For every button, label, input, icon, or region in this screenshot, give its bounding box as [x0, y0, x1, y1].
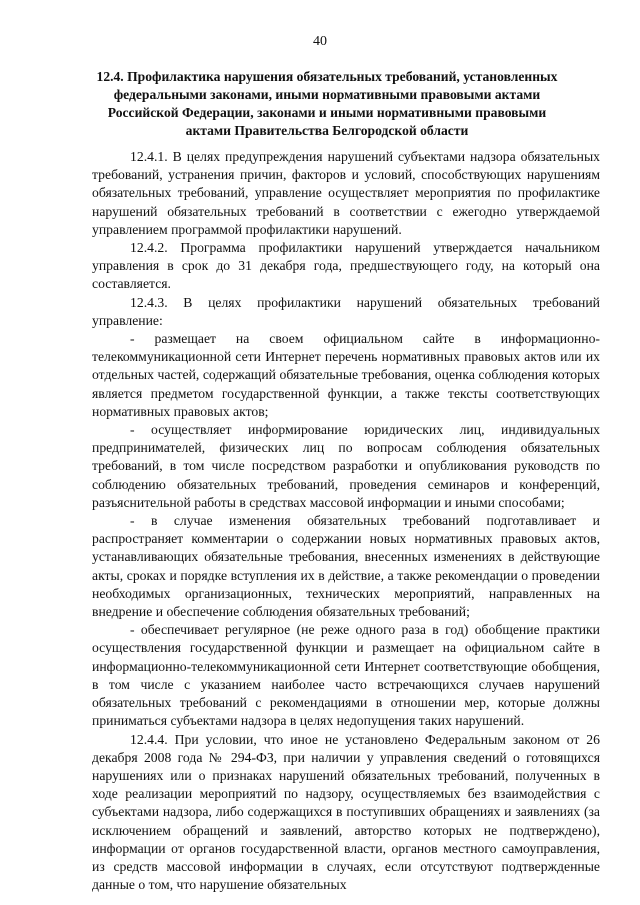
paragraph-12-4-1: 12.4.1. В целях предупреждения нарушений субъектами надзора обязательных требований, устранения причин, факторов и условий, способствующих нарушениям обязательных требований, управление осуществляет мероприятия по профилактике нарушений обязательных требований в соответствии с ежегодно утверждаемой управлением программой профилактики нарушений.	[92, 149, 600, 237]
body-text	[92, 148, 600, 894]
paragraph-12-4-3: 12.4.3. В целях профилактики нарушений обязательных требований управление:	[92, 294, 600, 328]
list-item-publish-acts: - размещает на своем официальном сайте в информационно-телекоммуникационной сети Интернет перечень нормативных правовых актов или их отдельных частей, содержащий обязательные требования, оценка соблюдения которых является предметом государственной функции, а также тексты соответствующих нормативных правовых актов;	[92, 331, 600, 419]
list-item-generalization: - обеспечивает регулярное (не реже одного раза в год) обобщение практики осуществления государственной функции и размещает на официальном сайте в информационно-телекоммуникационной сети Интернет соответствующие обобщения, в том числе с указанием наиболее часто встречающихся случаев нарушений обязательных требований с рекомендациями в отношении мер, которые должны приниматься субъектами надзора в целях недопущения таких нарушений.	[92, 622, 600, 729]
paragraph-12-4-2: 12.4.2. Программа профилактики нарушений утверждается начальником управления в срок до 31 декабря года, предшествующего году, на который она составляется.	[92, 240, 600, 292]
list-item-comments: - в случае изменения обязательных требований подготавливает и распространяет комментарии о содержании новых нормативных правовых актов, устанавливающих обязательные требования, внесенных изменениях в действующие акты, сроках и порядке вступления их в действие, а также рекомендации о проведении необходимых организационных, технических мероприятий, направленных на внедрение и обеспечение соблюдения обязательных требований;	[92, 513, 600, 620]
paragraph-12-4-4: 12.4.4. При условии, что иное не установлено Федеральным законом от 26 декабря 2008 года № 294-ФЗ, при наличии у управления сведений о готовящихся нарушениях или о признаках нарушений обязательных требований, полученных в ходе реализации мероприятий по надзору, осуществляемых без взаимодействия с субъектами надзора, либо содержащихся в поступивших обращениях и заявлениях (за исключением обращений и заявлений, авторство которых не подтверждено), информации от органов государственной власти, органов местного самоуправления, из средств массовой информации в случаях, если отсутствуют подтвержденные данные о том, что нарушение обязательных	[92, 731, 600, 893]
page-number: 40	[313, 34, 327, 49]
section-heading: 12.4. Профилактика нарушения обязательных требований, установленных федеральными законами, иными нормативными правовыми актами Российской Федерации, законами и иными нормативными правовыми актами Правительства Белгородской области	[96, 69, 558, 138]
list-item-informing: - осуществляет информирование юридических лиц, индивидуальных предпринимателей, физических лиц по вопросам соблюдения обязательных требований, в том числе посредством разработки и опубликования руководств по соблюдению обязательных требований, проведения семинаров и конференций, разъяснительной работы в средствах массовой информации и иными способами;	[92, 422, 600, 510]
